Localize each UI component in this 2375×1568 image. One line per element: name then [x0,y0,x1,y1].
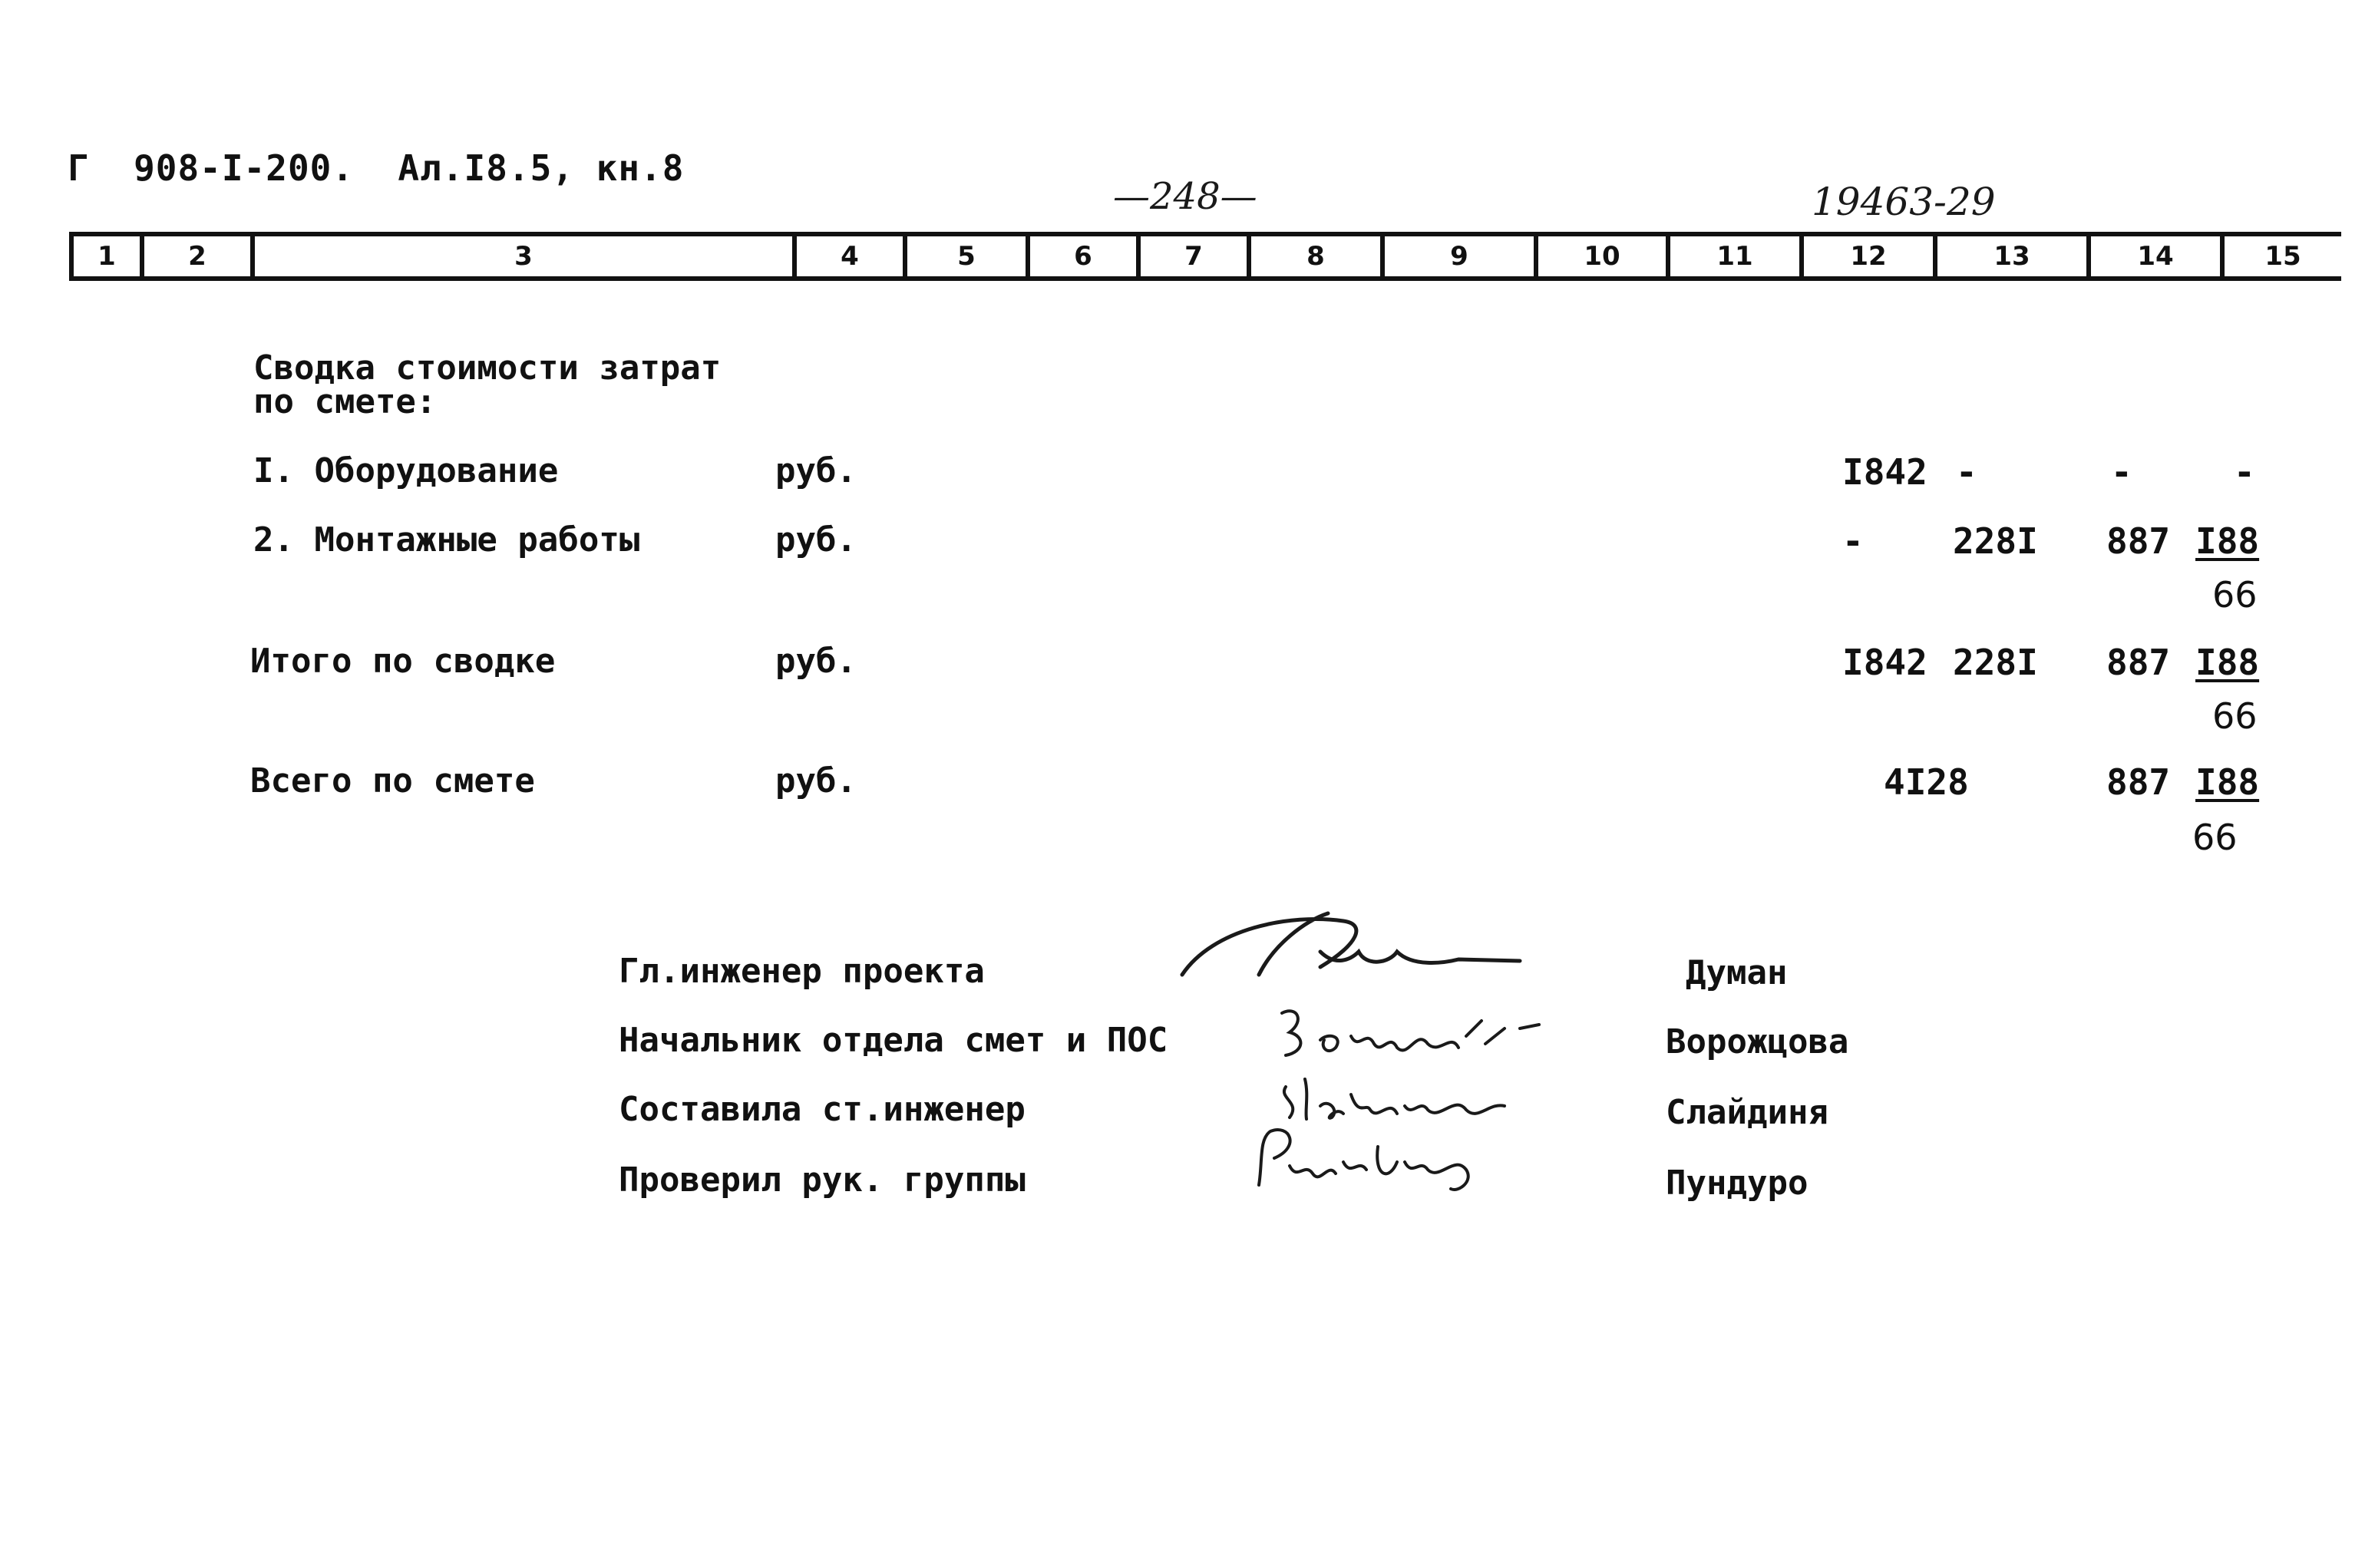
signature-group-leader [1244,1116,1505,1200]
signatory-name: Ворожцова [1666,1022,1849,1061]
summary-title: Сводка стоимости затрат [253,348,722,388]
row-label: I. Оборудование [253,451,559,490]
row-unit: руб. [775,761,857,801]
cell-col12: I842 [1842,642,1927,683]
cell-col12: I842 [1842,451,1927,493]
row-unit: руб. [775,520,857,560]
cell-col15: - [2234,451,2255,493]
column-number: 8 [1247,232,1380,281]
cell-col15-numerator: I88 [2195,520,2260,562]
signature-chief-engineer [1167,898,1535,1005]
signatory-role: Начальник отдела смет и ПОС [619,1021,1168,1060]
archive-number: 19463-29 [1812,180,1996,224]
row-label: 2. Монтажные работы [253,520,640,560]
column-number: 7 [1136,232,1247,281]
cell-col15-numerator: I88 [2195,642,2260,683]
cell-col12-13: 4I28 [1884,761,1969,803]
column-number: 12 [1799,232,1933,281]
cell-col12: - [1842,520,1864,562]
column-number: 15 [2220,232,2341,281]
summary-subtitle: по смете: [253,382,437,421]
cell-col14: - [2111,451,2132,493]
cell-col14: 887 [2106,642,2171,683]
signatory-role: Гл.инженер проекта [619,952,985,991]
cell-col15-denominator: 66 [2212,574,2258,616]
signatory-name: Пундуро [1666,1164,1809,1203]
cell-col14: 887 [2106,761,2171,803]
cell-col15-denominator: 66 [2212,695,2258,737]
signatory-name: Слайдиня [1666,1093,1828,1132]
column-number: 10 [1534,232,1666,281]
cell-col13: 228I [1953,642,2038,683]
cell-col15-numerator: I88 [2195,761,2260,803]
row-unit: руб. [775,451,857,490]
signatory-role: Составила ст.инженер [619,1090,1026,1129]
signatory-role: Проверил рук. группы [619,1160,1026,1200]
signature-head-of-department [1274,998,1551,1067]
column-number: 6 [1026,232,1136,281]
cell-col15-denominator: 66 [2192,817,2238,858]
column-number-strip [69,232,2341,281]
cell-col13: - [1956,451,1977,493]
column-number: 14 [2086,232,2220,281]
column-number: 1 [69,232,140,281]
column-number: 2 [140,232,250,281]
column-number: 4 [792,232,903,281]
page-number: —248— [1113,175,1257,218]
cell-col13: 228I [1953,520,2038,562]
signatory-name: Думан [1686,953,1788,992]
column-number: 13 [1933,232,2086,281]
row-label: Всего по смете [250,761,535,801]
document-code: Г 908-I-200. Ал.I8.5, кн.8 [68,147,685,189]
column-number: 9 [1380,232,1534,281]
column-number: 3 [250,232,792,281]
row-label: Итого по сводке [250,642,556,681]
column-number: 5 [903,232,1026,281]
column-number: 11 [1666,232,1799,281]
row-unit: руб. [775,642,857,681]
cell-col14: 887 [2106,520,2171,562]
